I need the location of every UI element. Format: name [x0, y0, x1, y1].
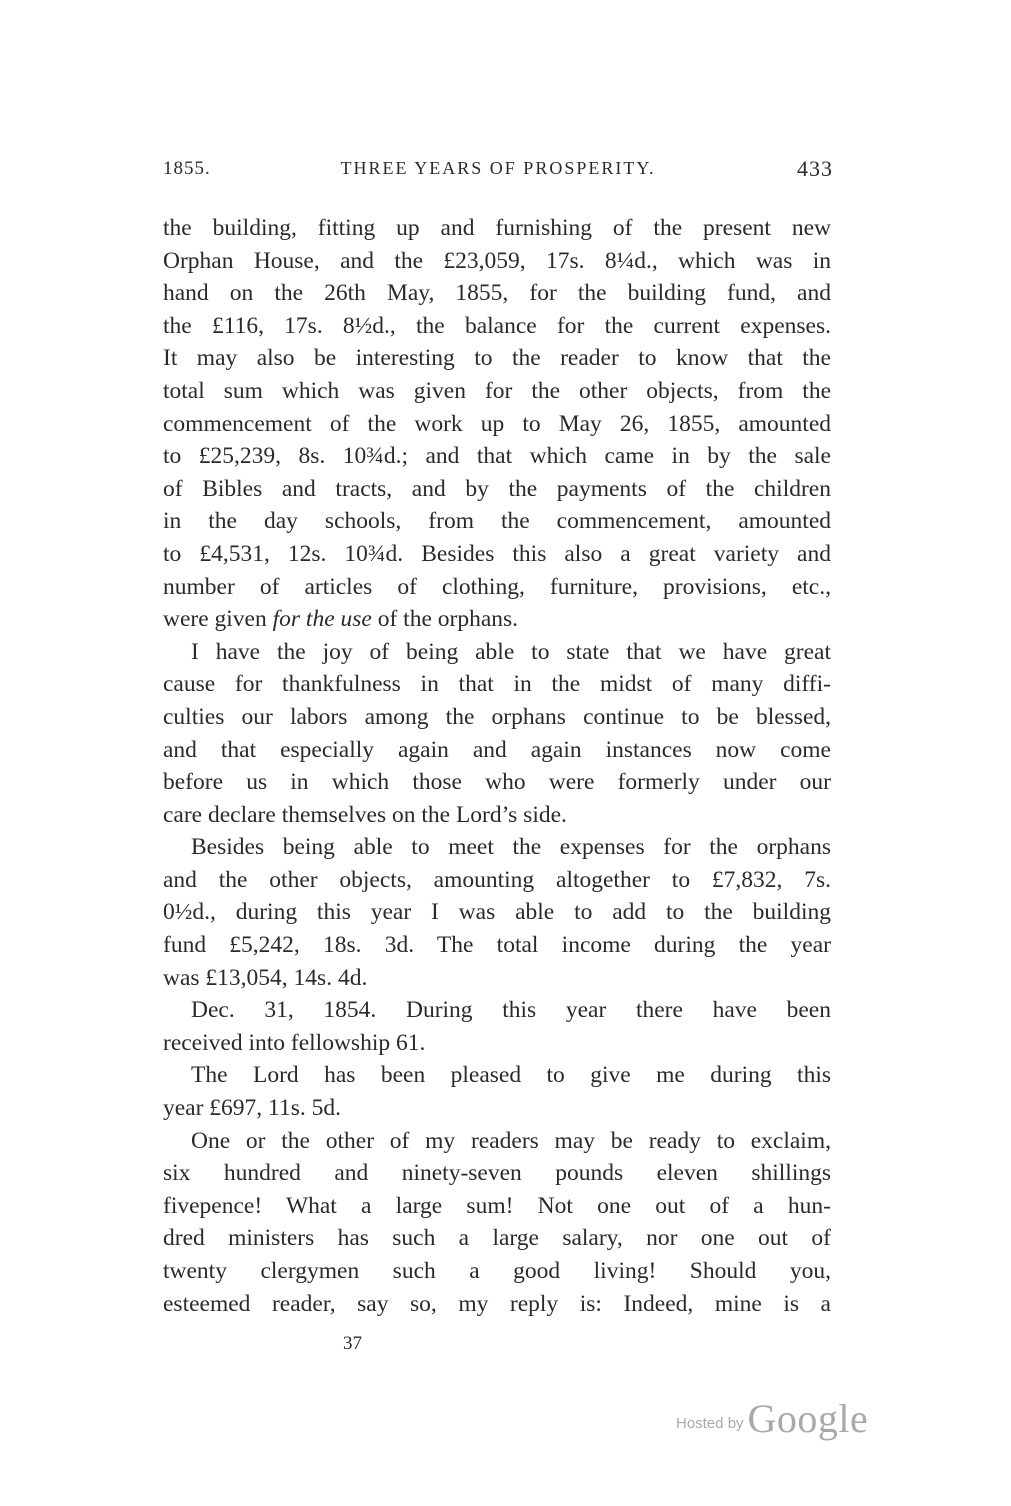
text-line: The Lord has been pleased to give me during this: [191, 1062, 831, 1089]
body-text: [163, 212, 831, 1320]
text-run: of the orphans.: [371, 606, 519, 633]
text-line: hand on the 26th May, 1855, for the building fund, and: [163, 280, 831, 307]
italic-text: for the use: [272, 606, 372, 633]
text-line: Dec. 31, 1854. During this year there have been: [191, 997, 831, 1024]
text-line: culties our labors among the orphans continue to be blessed,: [163, 703, 831, 730]
hosted-by-text: Hosted by: [676, 1415, 744, 1432]
text-line: to £4,531, 12s. 10¾d. Besides this also a great variety and: [163, 540, 831, 567]
text-line: twenty clergymen such a good living! Should you,: [163, 1258, 831, 1284]
paragraph-1: [163, 212, 831, 636]
text-line: and that especially again and again instances now come: [163, 736, 831, 763]
text-line: year £697, 11s. 5d.: [163, 1095, 341, 1122]
paragraph-2: [163, 636, 831, 832]
text-line: care declare themselves on the Lord’s side.: [163, 801, 567, 828]
google-logo-text: Google: [747, 1396, 869, 1441]
text-line: of Bibles and tracts, and by the payments of the children: [163, 475, 831, 502]
text-line: dred ministers has such a large salary, nor one out of: [163, 1225, 831, 1252]
text-line: One or the other of my readers may be ready to exclaim,: [191, 1127, 831, 1154]
text-line: Besides being able to meet the expenses for the orphans: [191, 834, 831, 861]
text-line: [163, 603, 831, 636]
text-line: esteemed reader, say so, my reply is: Indeed, mine is a: [163, 1290, 831, 1317]
signature-mark: 37: [343, 1333, 362, 1354]
text-line: Orphan House, and the £23,059, 17s. 8¼d., which was in: [163, 247, 831, 274]
text-line: the building, fitting up and furnishing of the present new: [163, 215, 831, 241]
text-line: and the other objects, amounting altogether to £7,832, 7s.: [163, 866, 831, 893]
paragraph-4: [163, 994, 831, 1059]
header-title: THREE YEARS OF PROSPERITY.: [340, 158, 656, 178]
text-line: was £13,054, 14s. 4d.: [163, 964, 368, 991]
text-line: to £25,239, 8s. 10¾d.; and that which came in by the sale: [163, 443, 831, 470]
paragraph-3: [163, 831, 831, 994]
text-line: six hundred and ninety-seven pounds eleven shillings: [163, 1160, 831, 1187]
text-line: It may also be interesting to the reader to know that the: [163, 345, 831, 372]
text-line: cause for thankfulness in that in the midst of many diffi-: [163, 671, 831, 698]
text-line: fund £5,242, 18s. 3d. The total income during the year: [163, 932, 831, 959]
text-line: 0½d., during this year I was able to add to the building: [163, 899, 831, 926]
text-line: number of articles of clothing, furniture, provisions, etc.,: [163, 573, 831, 600]
header-year: 1855.: [163, 158, 211, 179]
page-number: 433: [797, 156, 833, 181]
text-line: total sum which was given for the other objects, from the: [163, 377, 831, 404]
text-run: were given: [163, 606, 273, 633]
text-line: the £116, 17s. 8½d., the balance for the current expenses.: [163, 312, 831, 339]
running-head: [163, 158, 833, 188]
text-line: in the day schools, from the commencement, amounted: [163, 508, 831, 535]
text-line: I have the joy of being able to state that we have great: [191, 638, 831, 665]
paragraph-6: [163, 1125, 831, 1321]
google-watermark: [676, 1395, 868, 1442]
text-line: commencement of the work up to May 26, 1855, amounted: [163, 410, 831, 437]
paragraph-5: [163, 1059, 831, 1124]
text-line: fivepence! What a large sum! Not one out of a hun-: [163, 1192, 831, 1219]
text-line: before us in which those who were formerly under our: [163, 769, 831, 796]
text-line: received into fellowship 61.: [163, 1029, 426, 1056]
